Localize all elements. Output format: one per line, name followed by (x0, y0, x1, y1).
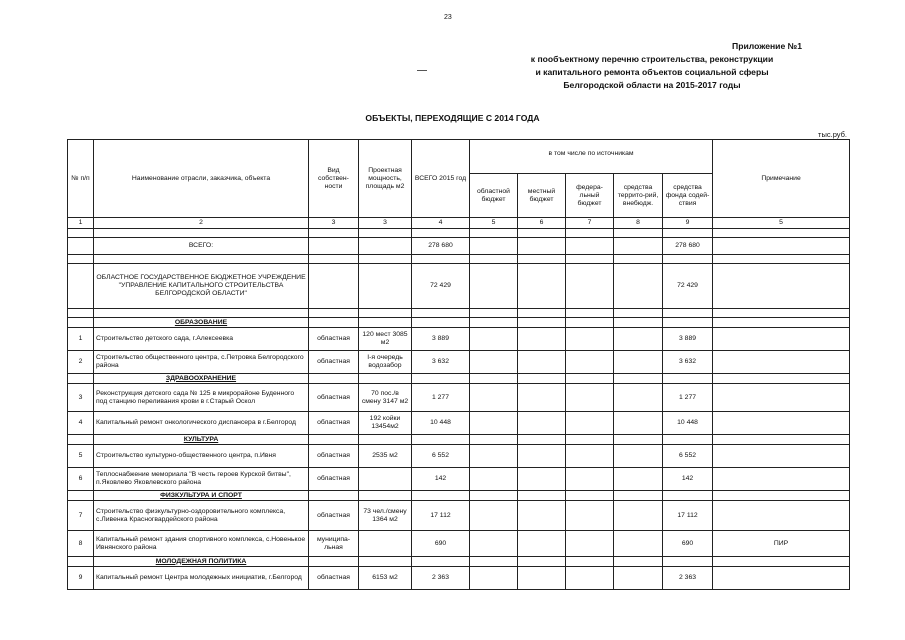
item-name: Капитальный ремонт Центра молодежных инициатив, г.Белгород (94, 567, 309, 590)
appendix-line-2: к пообъектному перечню строительства, реконструкции (530, 54, 774, 64)
item-note (713, 412, 850, 435)
table-row (68, 384, 850, 412)
item-note (713, 567, 850, 590)
item-total: 142 (412, 468, 470, 491)
column-number: 3 (309, 218, 359, 229)
item-total: 690 (412, 531, 470, 557)
item-fund: 1 277 (663, 384, 713, 412)
item-ownership: областная (309, 412, 359, 435)
item-note (713, 384, 850, 412)
currency-note: тыс.руб. (818, 130, 847, 139)
header-name: Наименование отрасли, заказчика, объекта (94, 140, 309, 218)
organization-total: 72 429 (412, 264, 470, 309)
section-row-education (68, 318, 850, 328)
table-row (68, 445, 850, 468)
item-num: 8 (68, 531, 94, 557)
item-capacity: 120 мест 3085 м2 (359, 328, 412, 351)
item-fund: 17 112 (663, 501, 713, 531)
item-num: 2 (68, 351, 94, 374)
organization-name: ОБЛАСТНОЕ ГОСУДАРСТВЕННОЕ БЮДЖЕТНОЕ УЧРЕЖДЕНИЕ "УПРАВЛЕНИЕ КАПИТАЛЬНОГО СТРОИТЕЛЬСТВА БЕЛГОРОДСКОЙ ОБЛАСТИ" (94, 264, 309, 309)
header-capacity: Проектная мощность, площадь м2 (359, 140, 412, 218)
document-title: ОБЪЕКТЫ, ПЕРЕХОДЯЩИЕ С 2014 ГОДА (365, 113, 540, 123)
table-row (68, 501, 850, 531)
header-sources: в том числе по источникам (470, 140, 713, 174)
item-fund: 2 363 (663, 567, 713, 590)
item-name: Реконструкция детского сада № 125 в микрорайоне Буденного под станцию переливания крови в г.Старый Оскол (94, 384, 309, 412)
table-row (68, 468, 850, 491)
grand-total-value: 278 680 (412, 238, 470, 255)
header-regional: областной бюджет (470, 174, 518, 218)
item-name: Строительство физкультурно-оздоровительного комплекса, с.Ливенка Красногвардейского района (94, 501, 309, 531)
column-number: 7 (566, 218, 614, 229)
item-capacity (359, 531, 412, 557)
item-num: 7 (68, 501, 94, 531)
item-fund: 3 632 (663, 351, 713, 374)
page-number: 23 (444, 14, 452, 21)
section-health: ЗДРАВООХРАНЕНИЕ (94, 374, 309, 384)
item-note (713, 351, 850, 374)
grand-total-row (68, 238, 850, 255)
header-ownership: Вид собствен-ности (309, 140, 359, 218)
header-local: местный бюджет (518, 174, 566, 218)
header-note: Примечание (713, 140, 850, 218)
header-territorial: средства террито-рий, внебюдж. (614, 174, 663, 218)
section-row-culture (68, 435, 850, 445)
header-num: № п/п (68, 140, 94, 218)
item-num: 1 (68, 328, 94, 351)
item-fund: 690 (663, 531, 713, 557)
section-youth: МОЛОДЕЖНАЯ ПОЛИТИКА (94, 557, 309, 567)
item-ownership: муниципа-льная (309, 531, 359, 557)
table-row (68, 412, 850, 435)
item-capacity: I-я очередь водозабор (359, 351, 412, 374)
table-row (68, 351, 850, 374)
item-total: 6 552 (412, 445, 470, 468)
item-ownership: областная (309, 468, 359, 491)
organization-fund: 72 429 (663, 264, 713, 309)
section-row-youth (68, 557, 850, 567)
column-number: 5 (470, 218, 518, 229)
organization-row (68, 264, 850, 309)
table-row (68, 567, 850, 590)
item-num: 3 (68, 384, 94, 412)
grand-total-label: ВСЕГО: (94, 238, 309, 255)
item-fund: 3 889 (663, 328, 713, 351)
item-name: Капитальный ремонт онкологического диспансера в г.Белгород (94, 412, 309, 435)
spacer-row (68, 309, 850, 318)
item-total: 3 632 (412, 351, 470, 374)
column-number: 3 (359, 218, 412, 229)
appendix-line-1: Приложение №1 (732, 41, 802, 51)
item-note: ПИР (713, 531, 850, 557)
column-number: 6 (518, 218, 566, 229)
appendix-line-3: и капитального ремонта объектов социальной сферы (535, 67, 769, 77)
objects-table (67, 139, 850, 590)
section-education: ОБРАЗОВАНИЕ (94, 318, 309, 328)
item-capacity: 192 койки 13454м2 (359, 412, 412, 435)
item-ownership: областная (309, 351, 359, 374)
spacer-row (68, 255, 850, 264)
item-capacity: 6153 м2 (359, 567, 412, 590)
item-num: 9 (68, 567, 94, 590)
appendix-header (502, 40, 802, 92)
appendix-line-4: Белгородской области на 2015-2017 годы (563, 80, 741, 90)
item-num: 6 (68, 468, 94, 491)
item-num: 5 (68, 445, 94, 468)
item-capacity: 70 пос./в смену 3147 м2 (359, 384, 412, 412)
item-name: Капитальный ремонт здания спортивного комплекса, с.Новенькое Ивнянского района (94, 531, 309, 557)
header-total: ВСЕГО 2015 год (412, 140, 470, 218)
column-number: 4 (412, 218, 470, 229)
section-row-health (68, 374, 850, 384)
item-name: Теплоснабжение мемориала "В честь героев Курской битвы", п.Яковлево Яковлевского района (94, 468, 309, 491)
dash-mark (417, 70, 427, 71)
column-number: 8 (614, 218, 663, 229)
column-number: 2 (94, 218, 309, 229)
header-fund: средства фонда содей-ствия (663, 174, 713, 218)
table-row (68, 328, 850, 351)
item-name: Строительство детского сада, г.Алексеевка (94, 328, 309, 351)
item-fund: 142 (663, 468, 713, 491)
item-ownership: областная (309, 445, 359, 468)
item-ownership: областная (309, 328, 359, 351)
section-culture: КУЛЬТУРА (94, 435, 309, 445)
section-sport: ФИЗКУЛЬТУРА И СПОРТ (94, 491, 309, 501)
item-note (713, 501, 850, 531)
item-num: 4 (68, 412, 94, 435)
item-ownership: областная (309, 501, 359, 531)
item-total: 3 889 (412, 328, 470, 351)
item-ownership: областная (309, 384, 359, 412)
item-ownership: областная (309, 567, 359, 590)
item-note (713, 468, 850, 491)
item-capacity: 73 чел./смену 1364 м2 (359, 501, 412, 531)
item-fund: 6 552 (663, 445, 713, 468)
item-name: Строительство общественного центра, с.Петровка Белгородского района (94, 351, 309, 374)
item-note (713, 445, 850, 468)
column-number: 1 (68, 218, 94, 229)
item-total: 10 448 (412, 412, 470, 435)
column-numbers-row (68, 218, 850, 229)
header-federal: федера-льный бюджет (566, 174, 614, 218)
column-number: 5 (713, 218, 850, 229)
item-total: 17 112 (412, 501, 470, 531)
item-total: 1 277 (412, 384, 470, 412)
item-total: 2 363 (412, 567, 470, 590)
item-fund: 10 448 (663, 412, 713, 435)
spacer-row (68, 229, 850, 238)
section-row-sport (68, 491, 850, 501)
item-name: Строительство культурно-общественного центра, п.Ивня (94, 445, 309, 468)
item-capacity (359, 468, 412, 491)
column-number: 9 (663, 218, 713, 229)
item-capacity: 2535 м2 (359, 445, 412, 468)
table-row (68, 531, 850, 557)
item-note (713, 328, 850, 351)
grand-total-fund: 278 680 (663, 238, 713, 255)
